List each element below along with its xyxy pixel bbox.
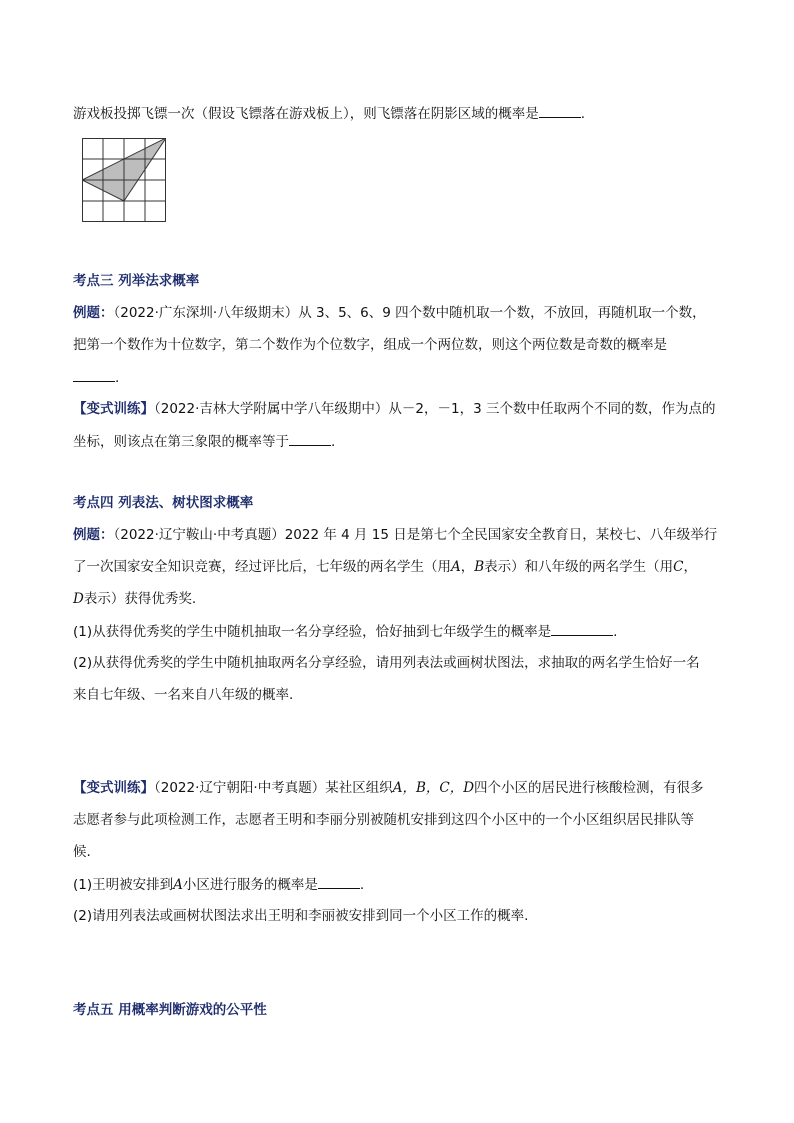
sec4-question1 [73,621,617,642]
var-a: A [173,877,183,893]
sec4-example-line1 [73,525,717,545]
sec4-variant-line1 [73,778,704,798]
var-d: D [73,591,84,607]
example-text: 表示）获得优秀奖. [83,591,197,607]
intro-text: 游戏板投掷飞镖一次（假设飞镖落在游戏板上），则飞镖落在阴影区域的概率是 [73,106,539,122]
comma: ， [460,559,475,575]
period: . [613,624,618,640]
intro-question [73,103,585,124]
example-text: 表示）和八年级的两名学生（用 [484,559,674,575]
sec4-example-line2 [73,557,697,577]
variant-text: （2022·吉林大学附属中学八年级期中）从－2，－1，3 三个数中任取两个不同的数，作为点的 [154,401,716,417]
example-text: （2022·辽宁鞍山·中考真题）2022 年 4 月 15 日是第七个全民国家安全教育日，某校七、八年级举行 [113,527,718,543]
example-label: 例题： [73,305,114,321]
period: . [359,877,365,893]
comma: ， [683,559,698,575]
variant-text: 四个小区的居民进行核酸检测，有很多 [474,780,704,796]
example-label: 例题： [73,527,114,543]
answer-blank [73,367,115,382]
sec4-example-line3 [73,589,196,609]
sec4-variant-question1 [73,874,364,895]
answer-blank [318,874,360,889]
variant-label: 【变式训练】 [73,401,154,417]
sec4-question2-line1: (2)从获得优秀奖的学生中随机抽取两名分享经验，请用列表法或画树状图法，求抽取的两名学生恰好一名 [73,655,700,671]
sec3-example-line3 [73,367,119,388]
var-letters: A，B，C，D [392,780,475,796]
var-c: C [673,559,684,575]
sec4-variant-line3: 候. [73,844,91,860]
variant-label: 【变式训练】 [73,780,154,796]
period: . [580,106,586,122]
sec4-variant-line2: 志愿者参与此项检测工作，志愿者王明和李丽分别被随机安排到这四个小区中的一个小区组织居民排队等 [73,812,694,828]
variant-text: 坐标，则该点在第三象限的概率等于 [73,434,289,450]
sec3-variant-line1 [73,399,715,419]
sec3-variant-line2 [73,431,335,452]
variant-text: （2022·辽宁朝阳·中考真题）某社区组织 [154,780,393,796]
sec3-example-line1 [73,303,706,323]
section3-heading: 考点三 列举法求概率 [73,273,200,289]
dartboard-grid-figure [82,138,166,222]
var-a: A [451,559,461,575]
sec4-variant-question2: (2)请用列表法或画树状图法求出王明和李丽被安排到同一个小区工作的概率. [73,908,529,924]
example-text: （2022·广东深圳·八年级期末）从 3、5、6、9 四个数中随机取一个数，不放回，再随机取一个数， [113,305,706,321]
answer-blank [289,431,331,446]
question-text: 小区进行服务的概率是 [182,877,318,893]
answer-blank [551,621,613,636]
section4-heading: 考点四 列表法、树状图求概率 [73,495,254,511]
sec3-example-line2: 把第一个数作为十位数字，第二个数作为个位数字，组成一个两位数，则这个两位数是奇数的概率是 [73,337,667,353]
question-text: (1)从获得优秀奖的学生中随机抽取一名分享经验，恰好抽到七年级学生的概率是 [73,624,552,640]
period: . [331,434,336,450]
var-b: B [474,559,485,575]
period: . [115,370,120,386]
question-text: (1)王明被安排到 [73,877,174,893]
section5-heading: 考点五 用概率判断游戏的公平性 [73,1002,267,1018]
answer-blank [539,103,581,118]
sec4-question2-line2: 来自七年级、一名来自八年级的概率. [73,687,294,703]
example-text: 了一次国家安全知识竞赛，经过评比后，七年级的两名学生（用 [73,559,451,575]
